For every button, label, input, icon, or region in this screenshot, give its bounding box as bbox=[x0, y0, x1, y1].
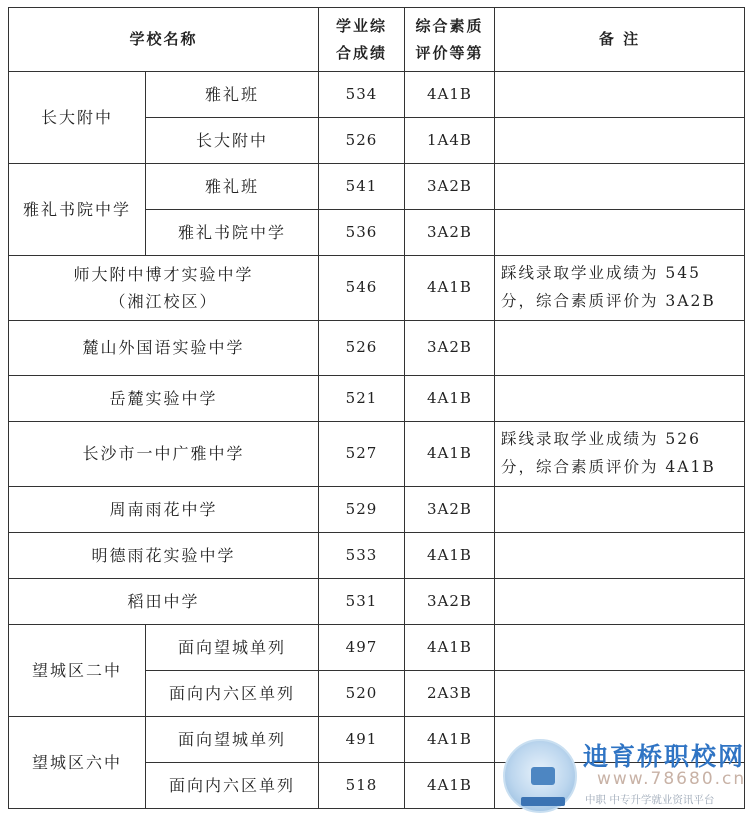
grade-cell: 3A2B bbox=[405, 164, 495, 210]
score-cell: 521 bbox=[319, 376, 405, 422]
score-cell: 491 bbox=[319, 717, 405, 763]
remark-cell bbox=[495, 533, 745, 579]
header-remarks: 备 注 bbox=[495, 8, 745, 72]
score-cell: 546 bbox=[319, 256, 405, 321]
score-cell: 497 bbox=[319, 625, 405, 671]
book-icon bbox=[531, 767, 555, 785]
score-cell: 518 bbox=[319, 763, 405, 809]
table-row bbox=[9, 487, 745, 533]
watermark-subtitle: 中职 中专升学就业资讯平台 bbox=[585, 794, 715, 806]
watermark-url: www.78680.cn bbox=[597, 769, 747, 789]
table-row bbox=[9, 422, 745, 487]
header-school-name: 学校名称 bbox=[9, 8, 319, 72]
school-name-cell: 望城区六中 bbox=[9, 717, 146, 809]
header-quality-grade: 综合素质 评价等第 bbox=[405, 8, 495, 72]
score-cell: 526 bbox=[319, 321, 405, 376]
table-row bbox=[9, 321, 745, 376]
table-row bbox=[9, 579, 745, 625]
score-cell: 534 bbox=[319, 72, 405, 118]
remark-cell bbox=[495, 164, 745, 210]
score-cell: 533 bbox=[319, 533, 405, 579]
remark-cell: 踩线录取学业成绩为 526 分，综合素质评价为 4A1B bbox=[495, 422, 745, 487]
class-name-cell: 雅礼班 bbox=[146, 72, 319, 118]
score-cell: 531 bbox=[319, 579, 405, 625]
score-cell: 526 bbox=[319, 118, 405, 164]
remark-cell bbox=[495, 579, 745, 625]
remark-cell bbox=[495, 376, 745, 422]
score-cell: 527 bbox=[319, 422, 405, 487]
watermark-title: 迪育桥职校网 bbox=[583, 742, 746, 771]
school-name-cell: 望城区二中 bbox=[9, 625, 146, 717]
admission-score-table bbox=[8, 7, 745, 809]
score-cell: 536 bbox=[319, 210, 405, 256]
class-name-cell: 面向内六区单列 bbox=[146, 763, 319, 809]
site-watermark bbox=[497, 733, 747, 817]
grade-cell: 4A1B bbox=[405, 533, 495, 579]
grade-cell: 4A1B bbox=[405, 256, 495, 321]
table-row bbox=[9, 625, 745, 671]
grade-cell: 1A4B bbox=[405, 118, 495, 164]
table-row bbox=[9, 72, 745, 118]
grade-cell: 3A2B bbox=[405, 487, 495, 533]
header-academic-score: 学业综 合成绩 bbox=[319, 8, 405, 72]
class-name-cell: 面向内六区单列 bbox=[146, 671, 319, 717]
score-cell: 520 bbox=[319, 671, 405, 717]
remark-cell bbox=[495, 671, 745, 717]
remark-cell bbox=[495, 210, 745, 256]
remark-cell bbox=[495, 72, 745, 118]
school-name-cell: 长沙市一中广雅中学 bbox=[9, 422, 319, 487]
class-name-cell: 长大附中 bbox=[146, 118, 319, 164]
header-row bbox=[9, 8, 745, 72]
score-cell: 529 bbox=[319, 487, 405, 533]
school-logo-icon bbox=[503, 739, 577, 813]
ribbon-icon bbox=[521, 797, 565, 806]
grade-cell: 4A1B bbox=[405, 625, 495, 671]
remark-cell bbox=[495, 487, 745, 533]
score-cell: 541 bbox=[319, 164, 405, 210]
remark-cell bbox=[495, 118, 745, 164]
school-name-cell: 雅礼书院中学 bbox=[9, 164, 146, 256]
school-name-cell: 长大附中 bbox=[9, 72, 146, 164]
school-name-cell: 周南雨花中学 bbox=[9, 487, 319, 533]
grade-cell: 4A1B bbox=[405, 376, 495, 422]
grade-cell: 3A2B bbox=[405, 321, 495, 376]
remark-cell bbox=[495, 321, 745, 376]
school-name-cell: 麓山外国语实验中学 bbox=[9, 321, 319, 376]
grade-cell: 4A1B bbox=[405, 763, 495, 809]
grade-cell: 4A1B bbox=[405, 422, 495, 487]
school-name-cell: 师大附中博才实验中学 （湘江校区） bbox=[9, 256, 319, 321]
remark-cell: 踩线录取学业成绩为 545 分，综合素质评价为 3A2B bbox=[495, 256, 745, 321]
school-name-cell: 稻田中学 bbox=[9, 579, 319, 625]
table-row bbox=[9, 256, 745, 321]
class-name-cell: 面向望城单列 bbox=[146, 717, 319, 763]
grade-cell: 4A1B bbox=[405, 717, 495, 763]
table-row bbox=[9, 533, 745, 579]
school-name-cell: 岳麓实验中学 bbox=[9, 376, 319, 422]
grade-cell: 4A1B bbox=[405, 72, 495, 118]
table-row bbox=[9, 164, 745, 210]
grade-cell: 2A3B bbox=[405, 671, 495, 717]
remark-cell bbox=[495, 625, 745, 671]
class-name-cell: 雅礼书院中学 bbox=[146, 210, 319, 256]
grade-cell: 3A2B bbox=[405, 579, 495, 625]
school-name-cell: 明德雨花实验中学 bbox=[9, 533, 319, 579]
table-row bbox=[9, 376, 745, 422]
class-name-cell: 雅礼班 bbox=[146, 164, 319, 210]
grade-cell: 3A2B bbox=[405, 210, 495, 256]
class-name-cell: 面向望城单列 bbox=[146, 625, 319, 671]
